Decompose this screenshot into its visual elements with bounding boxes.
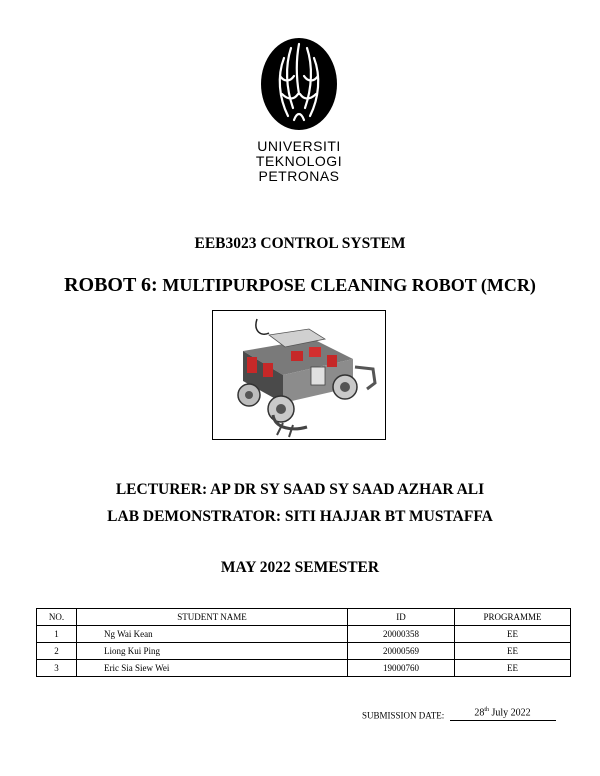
table-row [37,626,571,643]
robot-illustration-icon [213,311,385,439]
header-id: ID [348,609,455,626]
submission-day: 28 [474,707,485,719]
logo-line-3: PETRONAS [258,168,340,184]
logo-line-1: UNIVERSITI [257,138,341,154]
robot-photo [212,310,386,440]
table-header-row [37,609,571,626]
cell-id: 20000358 [348,626,455,643]
submission-date [362,706,556,724]
demonstrator-line: LAB DEMONSTRATOR: SITI HAJJAR BT MUSTAFFA [107,508,493,525]
lecturer-line: LECTURER: AP DR SY SAAD SY SAAD AZHAR ALI [115,481,485,498]
cell-programme: EE [455,643,571,660]
cell-name: Ng Wai Kean [77,626,348,643]
utp-emblem-icon [246,36,352,136]
cell-no: 3 [37,660,77,677]
header-programme: PROGRAMME [455,609,571,626]
submission-ordinal: th [484,707,490,713]
cell-no: 2 [37,643,77,660]
table-row [37,660,571,677]
project-title-main: MULTIPURPOSE CLEANING ROBOT (MCR) [162,275,536,295]
submission-date-value [450,703,556,721]
logo-line-2: TEKNOLOGI [255,153,343,169]
cell-id: 20000569 [348,643,455,660]
submission-label: SUBMISSION DATE: [362,710,445,721]
cell-id: 19000760 [348,660,455,677]
table-row [37,643,571,660]
submission-month-year: July 2022 [489,707,531,719]
cell-programme: EE [455,626,571,643]
project-title-prefix: ROBOT 6: [64,274,158,296]
cell-name: Eric Sia Siew Wei [77,660,348,677]
project-title [0,273,600,298]
cell-no: 1 [37,626,77,643]
header-student-name: STUDENT NAME [77,609,348,626]
student-table [36,608,571,677]
university-logo [246,36,352,186]
cell-programme: EE [455,660,571,677]
course-title: EEB3023 CONTROL SYSTEM [194,235,406,252]
semester-line: MAY 2022 SEMESTER [220,559,380,576]
cell-name: Liong Kui Ping [77,643,348,660]
header-no: NO. [37,609,77,626]
